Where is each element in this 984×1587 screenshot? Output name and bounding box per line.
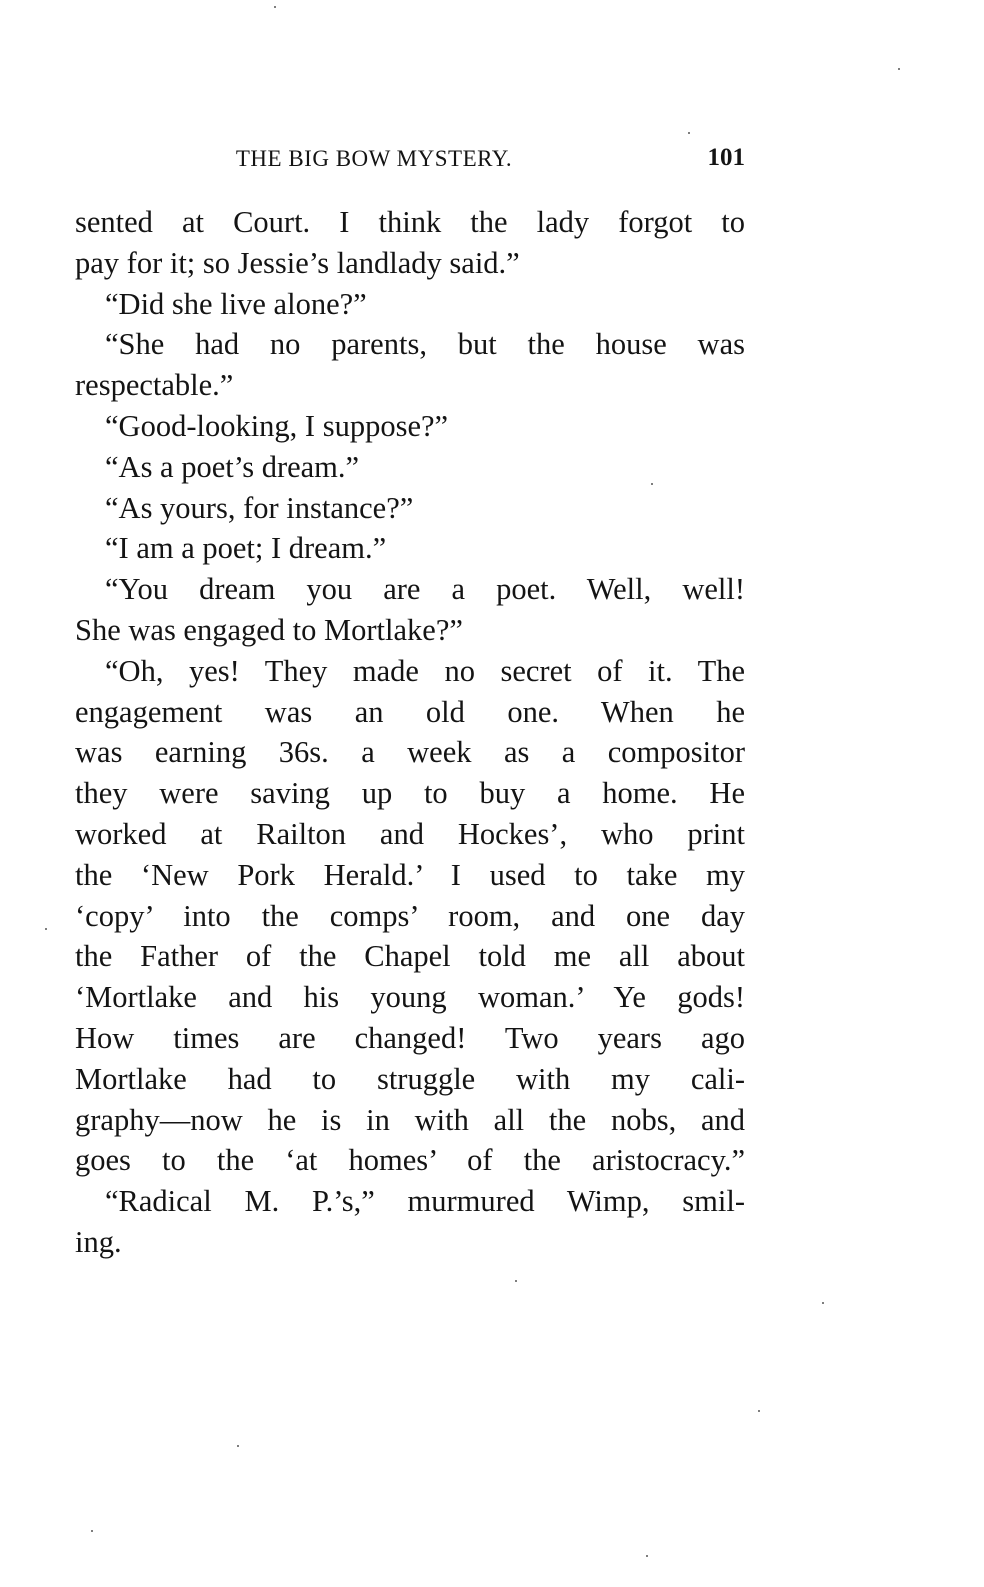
- text-line: they were saving up to buy a home. He: [75, 776, 745, 811]
- text-line: ‘Mortlake and his young woman.’ Ye gods!: [75, 980, 745, 1015]
- text-line: the Father of the Chapel told me all about: [75, 939, 745, 974]
- running-head: [75, 140, 745, 180]
- scan-speck: [515, 1280, 517, 1282]
- text-line: “She had no parents, but the house was: [105, 327, 745, 362]
- scan-speck: [646, 1555, 648, 1557]
- page-number: 101: [707, 144, 745, 171]
- text-line: “As a poet’s dream.”: [105, 449, 360, 484]
- scan-speck: [688, 132, 690, 134]
- text-line: was earning 36s. a week as a compositor: [75, 735, 745, 770]
- scan-speck: [45, 928, 47, 930]
- text-line: “You dream you are a poet. Well, well!: [105, 572, 745, 607]
- running-title: THE BIG BOW MYSTERY.: [235, 146, 513, 171]
- text-line: “Oh, yes! They made no secret of it. The: [105, 653, 745, 688]
- text-line: ‘copy’ into the comps’ room, and one day: [75, 898, 745, 933]
- text-line: graphy—now he is in with all the nobs, and: [75, 1102, 745, 1137]
- text-line: How times are changed! Two years ago: [75, 1020, 745, 1055]
- text-line: worked at Railton and Hockes’, who print: [75, 816, 745, 851]
- scan-speck: [91, 1530, 93, 1532]
- scan-speck: [822, 1302, 824, 1304]
- text-line: engagement was an old one. When he: [75, 694, 745, 729]
- text-line: goes to the ‘at homes’ of the aristocracy.”: [75, 1143, 745, 1178]
- text-line: sented at Court. I think the lady forgot to: [75, 205, 745, 239]
- text-line: “As yours, for instance?”: [105, 490, 414, 525]
- text-line: the ‘New Pork Herald.’ I used to take my: [75, 857, 745, 892]
- scan-speck: [237, 1445, 239, 1447]
- text-line: “Good-looking, I suppose?”: [105, 408, 449, 443]
- text-line: Mortlake had to struggle with my cali-: [75, 1061, 745, 1096]
- scan-speck: [651, 483, 653, 485]
- scan-speck: [758, 1410, 760, 1412]
- text-line: ing.: [75, 1224, 122, 1259]
- text-line: “I am a poet; I dream.”: [105, 531, 387, 566]
- body-text: [75, 202, 745, 1263]
- scan-speck: [898, 68, 900, 70]
- scan-speck: [274, 6, 276, 8]
- text-line: She was engaged to Mortlake?”: [75, 612, 463, 647]
- text-line: respectable.”: [75, 368, 234, 403]
- text-line: “Did she live alone?”: [105, 286, 367, 321]
- text-line: “Radical M. P.’s,” murmured Wimp, smil-: [105, 1184, 745, 1219]
- text-line: pay for it; so Jessie’s landlady said.”: [75, 245, 520, 280]
